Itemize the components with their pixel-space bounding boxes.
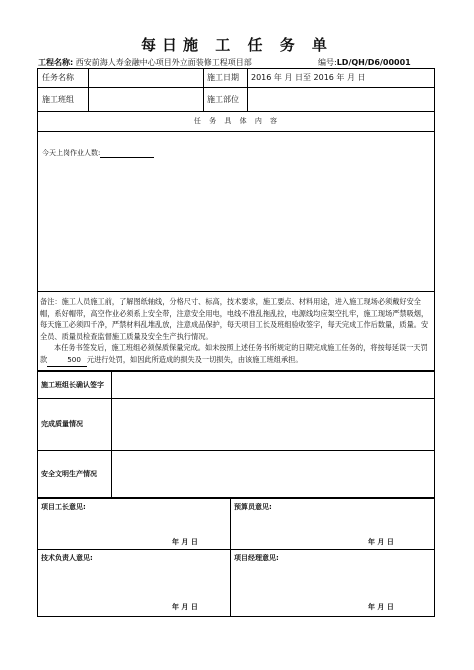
team-leader-sign-label: 施工班组长确认签字: [41, 381, 104, 389]
workers-count-field[interactable]: [100, 149, 154, 158]
foreman-opinion-date: 年 月 日: [172, 538, 198, 546]
workers-count-label: 今天上岗作业人数:: [42, 148, 154, 158]
code-value: LD/QH/D6/00001: [336, 58, 411, 67]
project-label: 工程名称:: [38, 58, 74, 67]
remarks-paragraph-2: 本任务书签发后，施工班组必须保质保量完成。如未按照上述任务书所规定的日期完成施工任务的，将按每延误一天罚款 500 元进行处罚，如因此所造成的损失及一切损失，由该施工班组承担。: [40, 342, 434, 366]
technical-lead-opinion-date: 年 月 日: [172, 603, 198, 611]
project-manager-opinion-date: 年 月 日: [368, 603, 394, 611]
penalty-amount: 500: [47, 354, 87, 367]
team-label: 施工班组: [42, 95, 74, 104]
project-name-line: [38, 57, 252, 68]
foreman-opinion-label: 项目工长意见:: [41, 503, 86, 511]
technical-lead-opinion-label: 技术负责人意见:: [41, 554, 93, 562]
page-title: 每日施 工 任 务 单: [141, 36, 333, 54]
remarks-paragraph-1: 备注：施工人员施工前，了解图纸轴线，分格尺寸、标高，技术要求，施工要点、材料用途，进入施工现场必须戴好安全帽，系好帽带，高空作业必须系上安全带，注意安全用电，电线不准乱拖乱拉，电源线均应架空扎牢，施工现场严禁吸烟，每天施工必须四千净，严禁材料乱堆乱放，注意成品保护，每天项目工长及班组验收签字，每天完成工作后数量，质量。安全员、质量员检查监督施工质量及安全生产执行情况。: [40, 297, 429, 341]
location-label: 施工部位: [207, 95, 239, 104]
code-line: [318, 57, 411, 68]
construction-date-label: 施工日期: [207, 73, 239, 82]
quality-status-label: 完成质量情况: [41, 420, 83, 428]
project-manager-opinion-label: 项目经理意见:: [234, 554, 279, 562]
project-name: 西安前海人寿金融中心项目外立面装修工程项目部: [75, 58, 252, 67]
remarks-block: [40, 296, 434, 367]
budget-officer-opinion-label: 预算员意见:: [234, 503, 272, 511]
budget-officer-opinion-date: 年 月 日: [368, 538, 394, 546]
code-label: 编号:: [318, 58, 337, 67]
construction-date-value[interactable]: 2016 年 月 日至 2016 年 月 日: [251, 73, 366, 82]
task-name-label: 任务名称: [42, 73, 74, 82]
task-content-header: 任 务 具 体 内 容: [193, 117, 281, 125]
safety-status-label: 安全文明生产情况: [41, 470, 97, 478]
